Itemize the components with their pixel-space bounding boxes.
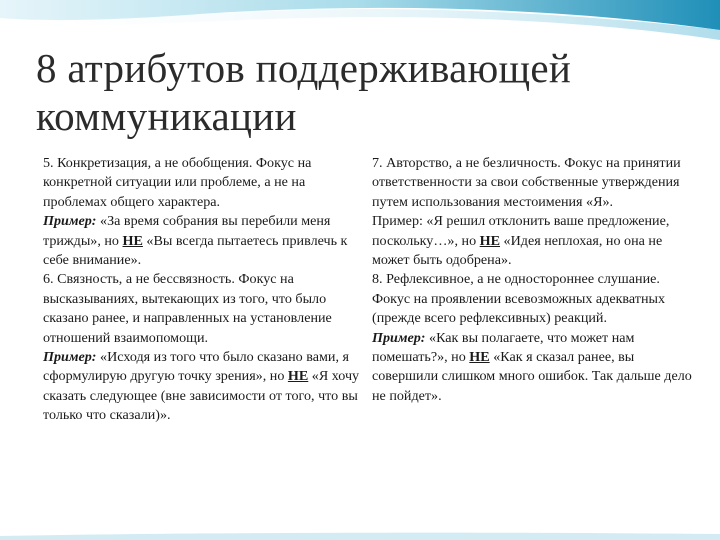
attribute-6-example xyxy=(43,348,361,426)
example-text: «Идея неплохая, но она не может быть одобрена». xyxy=(372,232,663,269)
ne-emphasis: НЕ xyxy=(469,349,490,366)
example-label: Пример: xyxy=(43,213,97,230)
ne-emphasis: НЕ xyxy=(122,232,143,249)
example-text: «За время собрания вы перебили меня трижды», но xyxy=(43,213,331,249)
example-text: «Как я сказал ранее, вы совершили слишком много ошибок. Так дальше дело не пойдет». xyxy=(372,349,692,404)
example-text: «Вы всегда пытаетесь привлечь к себе внимание». xyxy=(43,232,348,269)
attribute-7-example xyxy=(372,212,694,270)
ne-emphasis: НЕ xyxy=(479,232,501,249)
slide-title xyxy=(36,44,696,140)
ne-emphasis: НЕ xyxy=(287,368,309,385)
title-line-1: 8 атрибутов поддерживающей xyxy=(36,45,572,91)
footer-wave-decoration xyxy=(0,530,720,540)
footer-wave-band xyxy=(0,533,720,540)
example-text: «Исходя из того что было сказано вами, я сформулирую другую точку зрения», но xyxy=(43,349,349,385)
example-label: Пример: xyxy=(43,349,97,366)
example-label: Пример: xyxy=(372,329,426,346)
right-column xyxy=(372,154,694,406)
attribute-5-text: 5. Конкретизация, а не обобщения. Фокус на конкретной ситуации или проблеме, а не на проблемах общего характера. xyxy=(43,155,312,210)
example-text: «Как вы полагаете, что может нам помешать?», но xyxy=(372,329,635,366)
attribute-5-example xyxy=(43,212,361,270)
example-text: «Я хочу сказать следующее (вне зависимости от того, что вы только что сказали)». xyxy=(43,368,360,424)
attribute-8-example xyxy=(372,329,694,407)
attribute-7-text: 7. Авторство, а не безличность. Фокус на принятии ответственности за свои собственные утверждения путем использования местоимения «Я». xyxy=(372,155,681,210)
left-column xyxy=(43,154,361,426)
attribute-8-text: 8. Рефлексивное, а не одностороннее слушание. Фокус на проявлении всевозможных адекватных (прежде всего рефлексивных) реакций. xyxy=(372,271,666,327)
attribute-6-text: 6. Связность, а не бессвязность. Фокус на высказываниях, вытекающих из того, что было сказано ранее, и направленных на установление отношений взаимопомощи. xyxy=(43,271,332,346)
title-line-2: коммуникации xyxy=(36,93,297,139)
example-text: Пример: «Я решил отклонить ваше предложение, поскольку…», но xyxy=(372,213,670,249)
